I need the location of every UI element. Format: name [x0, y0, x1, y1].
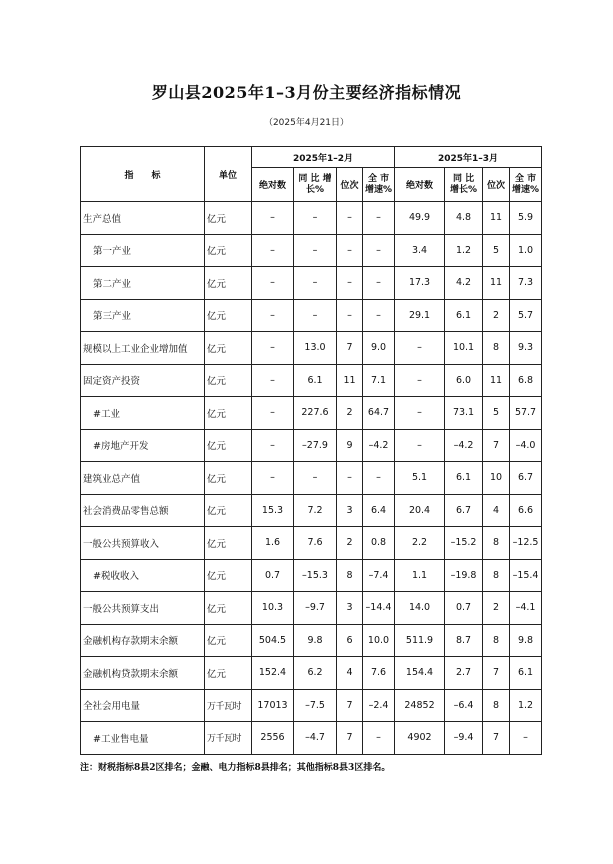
- value-cell: –27.9: [294, 429, 337, 462]
- table-row: [81, 429, 542, 462]
- indicator-name: 一般公共预算支出: [81, 592, 205, 625]
- indicator-unit: 万千瓦时: [205, 722, 252, 755]
- value-cell: –4.2: [445, 429, 483, 462]
- value-cell: 3.4: [395, 234, 445, 267]
- value-cell: –4.7: [294, 722, 337, 755]
- value-cell: 7: [337, 689, 363, 722]
- value-cell: 5.1: [395, 462, 445, 495]
- value-cell: –4.2: [363, 429, 395, 462]
- value-cell: –: [337, 202, 363, 235]
- value-cell: –: [363, 267, 395, 300]
- value-cell: 8: [337, 559, 363, 592]
- value-cell: 0.7: [252, 559, 294, 592]
- value-cell: –4.0: [510, 429, 542, 462]
- value-cell: 8: [483, 624, 510, 657]
- value-cell: 64.7: [363, 397, 395, 430]
- value-cell: 14.0: [395, 592, 445, 625]
- indicator-unit: 亿元: [205, 397, 252, 430]
- value-cell: –: [252, 429, 294, 462]
- indicator-unit: 亿元: [205, 494, 252, 527]
- value-cell: 6.1: [445, 462, 483, 495]
- value-cell: 6.0: [445, 364, 483, 397]
- table-row: [81, 364, 542, 397]
- value-cell: 4902: [395, 722, 445, 755]
- value-cell: –7.4: [363, 559, 395, 592]
- indicator-unit: 亿元: [205, 592, 252, 625]
- table-row: [81, 592, 542, 625]
- value-cell: 9.3: [510, 332, 542, 365]
- value-cell: 6.1: [445, 299, 483, 332]
- table-row: [81, 267, 542, 300]
- value-cell: 10.0: [363, 624, 395, 657]
- indicator-name: #房地产开发: [81, 429, 205, 462]
- header-abs: 绝对数: [395, 168, 445, 202]
- economic-indicators-table: [80, 146, 542, 755]
- value-cell: 3: [337, 592, 363, 625]
- indicator-name: 一般公共预算收入: [81, 527, 205, 560]
- table-row: [81, 299, 542, 332]
- value-cell: –12.5: [510, 527, 542, 560]
- value-cell: 73.1: [445, 397, 483, 430]
- header-rank: 位次: [483, 168, 510, 202]
- value-cell: 2: [483, 592, 510, 625]
- value-cell: –: [337, 299, 363, 332]
- value-cell: 4: [483, 494, 510, 527]
- value-cell: –: [337, 462, 363, 495]
- table-row: [81, 494, 542, 527]
- header-yoy: 同 比 增长%: [294, 168, 337, 202]
- value-cell: 2.7: [445, 657, 483, 690]
- value-cell: 5: [483, 397, 510, 430]
- indicator-name: 社会消费品零售总额: [81, 494, 205, 527]
- value-cell: 20.4: [395, 494, 445, 527]
- value-cell: –: [363, 234, 395, 267]
- value-cell: 154.4: [395, 657, 445, 690]
- table-row: [81, 624, 542, 657]
- indicator-unit: 亿元: [205, 462, 252, 495]
- indicator-unit: 亿元: [205, 332, 252, 365]
- value-cell: 152.4: [252, 657, 294, 690]
- value-cell: 4: [337, 657, 363, 690]
- value-cell: –7.5: [294, 689, 337, 722]
- value-cell: 1.2: [510, 689, 542, 722]
- value-cell: 4.2: [445, 267, 483, 300]
- value-cell: –: [363, 462, 395, 495]
- value-cell: –: [363, 202, 395, 235]
- value-cell: 0.7: [445, 592, 483, 625]
- indicator-name: 生产总值: [81, 202, 205, 235]
- value-cell: 11: [483, 267, 510, 300]
- value-cell: –: [252, 299, 294, 332]
- header-city: 全 市 增速%: [363, 168, 395, 202]
- value-cell: 11: [337, 364, 363, 397]
- table-row: [81, 559, 542, 592]
- indicator-name: 第一产业: [81, 234, 205, 267]
- value-cell: 1.6: [252, 527, 294, 560]
- value-cell: –: [395, 364, 445, 397]
- value-cell: 10.1: [445, 332, 483, 365]
- value-cell: 7: [337, 332, 363, 365]
- value-cell: 7: [483, 722, 510, 755]
- value-cell: –: [252, 267, 294, 300]
- indicator-unit: 亿元: [205, 429, 252, 462]
- table-row: [81, 657, 542, 690]
- value-cell: –4.1: [510, 592, 542, 625]
- indicator-name: 第三产业: [81, 299, 205, 332]
- value-cell: 29.1: [395, 299, 445, 332]
- value-cell: 6.8: [510, 364, 542, 397]
- value-cell: 4.8: [445, 202, 483, 235]
- value-cell: 11: [483, 364, 510, 397]
- value-cell: 24852: [395, 689, 445, 722]
- value-cell: 11: [483, 202, 510, 235]
- indicator-name: 建筑业总产值: [81, 462, 205, 495]
- indicator-name: 金融机构存款期末余额: [81, 624, 205, 657]
- value-cell: –: [252, 234, 294, 267]
- value-cell: 2556: [252, 722, 294, 755]
- value-cell: 227.6: [294, 397, 337, 430]
- indicator-unit: 万千瓦时: [205, 689, 252, 722]
- value-cell: 8: [483, 689, 510, 722]
- header-abs: 绝对数: [252, 168, 294, 202]
- indicator-name: 全社会用电量: [81, 689, 205, 722]
- page-title: 罗山县2025年1–3月份主要经济指标情况: [151, 83, 462, 102]
- value-cell: –: [252, 462, 294, 495]
- value-cell: –: [294, 202, 337, 235]
- value-cell: 49.9: [395, 202, 445, 235]
- indicator-name: 规模以上工业企业增加值: [81, 332, 205, 365]
- indicator-name: #税收收入: [81, 559, 205, 592]
- value-cell: 504.5: [252, 624, 294, 657]
- indicator-unit: 亿元: [205, 299, 252, 332]
- value-cell: –: [337, 267, 363, 300]
- indicator-unit: 亿元: [205, 202, 252, 235]
- table-row: [81, 722, 542, 755]
- value-cell: 6.6: [510, 494, 542, 527]
- value-cell: 9.8: [294, 624, 337, 657]
- value-cell: 7.6: [294, 527, 337, 560]
- header-indicator: 指 标: [81, 147, 205, 202]
- value-cell: –2.4: [363, 689, 395, 722]
- value-cell: 6.2: [294, 657, 337, 690]
- value-cell: 6.7: [445, 494, 483, 527]
- header-rank: 位次: [337, 168, 363, 202]
- value-cell: –: [363, 299, 395, 332]
- value-cell: –: [395, 429, 445, 462]
- value-cell: 6.1: [294, 364, 337, 397]
- value-cell: 9: [337, 429, 363, 462]
- value-cell: 6.4: [363, 494, 395, 527]
- value-cell: 8: [483, 332, 510, 365]
- value-cell: 8.7: [445, 624, 483, 657]
- table-row: [81, 234, 542, 267]
- value-cell: –: [294, 299, 337, 332]
- value-cell: –: [294, 462, 337, 495]
- value-cell: 2: [337, 397, 363, 430]
- indicator-unit: 亿元: [205, 624, 252, 657]
- value-cell: 5: [483, 234, 510, 267]
- value-cell: –: [252, 364, 294, 397]
- value-cell: 5.7: [510, 299, 542, 332]
- report-date: （2025年4月21日）: [263, 118, 350, 128]
- indicator-name: #工业售电量: [81, 722, 205, 755]
- indicator-unit: 亿元: [205, 527, 252, 560]
- value-cell: –: [395, 397, 445, 430]
- indicator-name: #工业: [81, 397, 205, 430]
- value-cell: –: [395, 332, 445, 365]
- indicator-unit: 亿元: [205, 234, 252, 267]
- table-row: [81, 397, 542, 430]
- value-cell: 6: [337, 624, 363, 657]
- table-row: [81, 202, 542, 235]
- value-cell: 0.8: [363, 527, 395, 560]
- value-cell: –: [252, 332, 294, 365]
- value-cell: 10.3: [252, 592, 294, 625]
- value-cell: 8: [483, 527, 510, 560]
- value-cell: 17013: [252, 689, 294, 722]
- value-cell: –: [294, 267, 337, 300]
- value-cell: –15.2: [445, 527, 483, 560]
- value-cell: 2: [337, 527, 363, 560]
- value-cell: 57.7: [510, 397, 542, 430]
- value-cell: 10: [483, 462, 510, 495]
- indicator-unit: 亿元: [205, 267, 252, 300]
- value-cell: –: [337, 234, 363, 267]
- value-cell: 1.1: [395, 559, 445, 592]
- value-cell: 1.0: [510, 234, 542, 267]
- value-cell: –: [252, 397, 294, 430]
- table-row: [81, 332, 542, 365]
- value-cell: 7: [483, 657, 510, 690]
- value-cell: –15.4: [510, 559, 542, 592]
- value-cell: 7: [483, 429, 510, 462]
- value-cell: 7.3: [510, 267, 542, 300]
- header-period-jan-mar: 2025年1–3月: [395, 147, 542, 168]
- value-cell: –: [294, 234, 337, 267]
- header-yoy: 同 比 增长%: [445, 168, 483, 202]
- value-cell: 6.7: [510, 462, 542, 495]
- value-cell: –19.8: [445, 559, 483, 592]
- table-row: [81, 462, 542, 495]
- header-unit: 单位: [205, 147, 252, 202]
- value-cell: 511.9: [395, 624, 445, 657]
- indicator-name: 固定资产投资: [81, 364, 205, 397]
- value-cell: 7.6: [363, 657, 395, 690]
- value-cell: –: [363, 722, 395, 755]
- header-period-jan-feb: 2025年1–2月: [252, 147, 395, 168]
- value-cell: 7.1: [363, 364, 395, 397]
- table-row: [81, 527, 542, 560]
- value-cell: –: [252, 202, 294, 235]
- header-city: 全 市 增速%: [510, 168, 542, 202]
- value-cell: –9.7: [294, 592, 337, 625]
- value-cell: 6.1: [510, 657, 542, 690]
- value-cell: 15.3: [252, 494, 294, 527]
- value-cell: 17.3: [395, 267, 445, 300]
- footnote: 注：财税指标8县2区排名；金融、电力指标8县排名；其他指标8县3区排名。: [80, 763, 391, 773]
- value-cell: 9.8: [510, 624, 542, 657]
- value-cell: 3: [337, 494, 363, 527]
- value-cell: –15.3: [294, 559, 337, 592]
- table-row: [81, 689, 542, 722]
- indicator-unit: 亿元: [205, 657, 252, 690]
- indicator-name: 第二产业: [81, 267, 205, 300]
- value-cell: 5.9: [510, 202, 542, 235]
- indicator-name: 金融机构贷款期末余额: [81, 657, 205, 690]
- indicator-unit: 亿元: [205, 559, 252, 592]
- value-cell: –: [510, 722, 542, 755]
- value-cell: 8: [483, 559, 510, 592]
- value-cell: 1.2: [445, 234, 483, 267]
- value-cell: 13.0: [294, 332, 337, 365]
- value-cell: 2.2: [395, 527, 445, 560]
- value-cell: –9.4: [445, 722, 483, 755]
- value-cell: 7.2: [294, 494, 337, 527]
- value-cell: 7: [337, 722, 363, 755]
- value-cell: 9.0: [363, 332, 395, 365]
- value-cell: –6.4: [445, 689, 483, 722]
- indicator-unit: 亿元: [205, 364, 252, 397]
- value-cell: –14.4: [363, 592, 395, 625]
- value-cell: 2: [483, 299, 510, 332]
